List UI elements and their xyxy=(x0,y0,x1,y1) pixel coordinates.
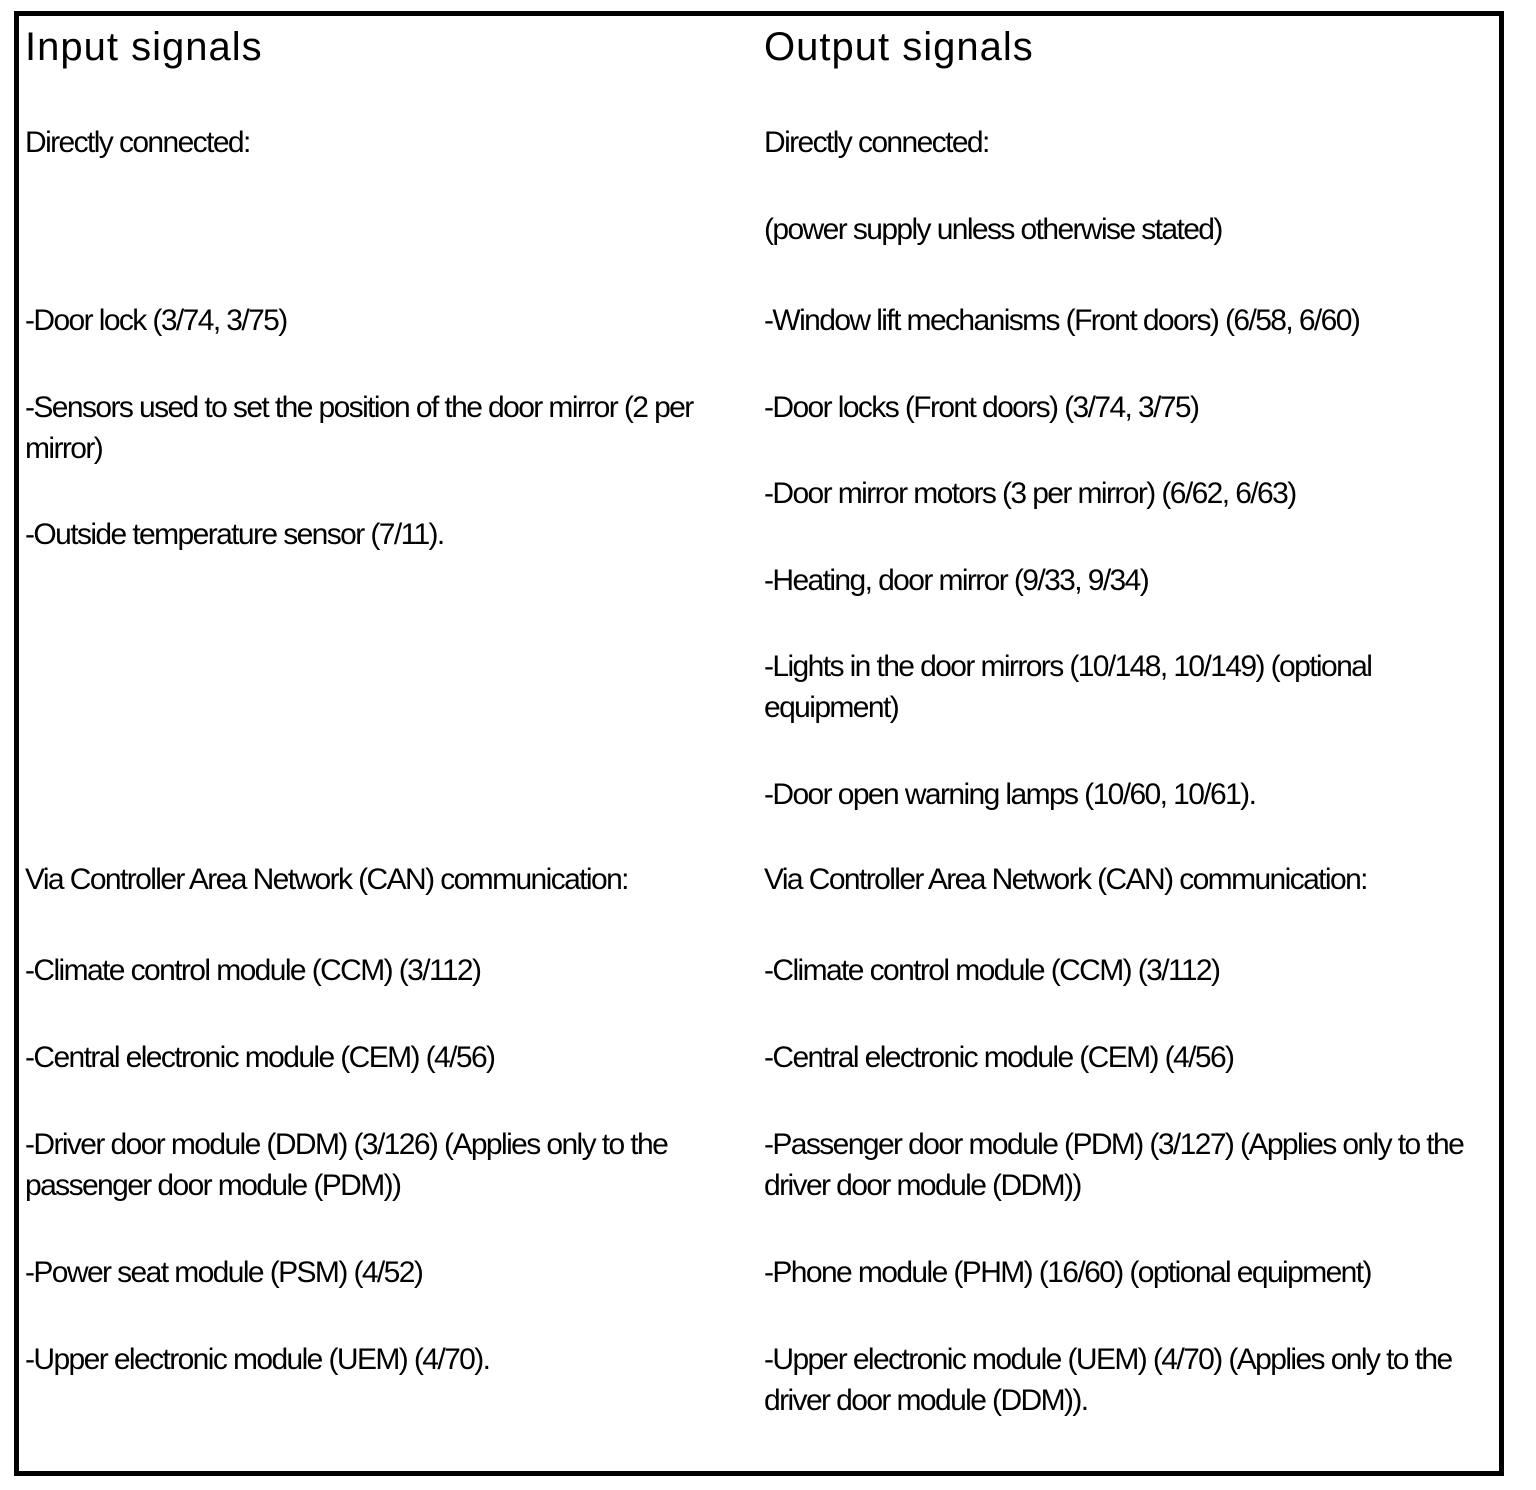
output-signals-title: Output signals xyxy=(764,25,1034,69)
output-can-item: -Phone module (PHM) (16/60) (optional equipment) xyxy=(764,1256,1371,1289)
output-can-item: -Central electronic module (CEM) (4/56) xyxy=(764,1041,1234,1074)
input-can-item: -Climate control module (CCM) (3/112) xyxy=(25,954,481,987)
output-direct-item: -Door locks (Front doors) (3/74, 3/75) xyxy=(764,391,1199,424)
input-can-item: -Central electronic module (CEM) (4/56) xyxy=(25,1041,495,1074)
output-can-item: -Climate control module (CCM) (3/112) xyxy=(764,954,1220,987)
output-direct-note: (power supply unless otherwise stated) xyxy=(764,213,1222,246)
input-direct-heading: Directly connected: xyxy=(25,126,250,159)
output-can-heading: Via Controller Area Network (CAN) communication: xyxy=(764,863,1367,896)
input-direct-item: -Door lock (3/74, 3/75) xyxy=(25,304,287,337)
signals-table xyxy=(14,11,1504,1476)
input-signals-title: Input signals xyxy=(25,25,263,69)
input-can-item: -Upper electronic module (UEM) (4/70). xyxy=(25,1343,490,1376)
output-can-item: -Upper electronic module (UEM) (4/70) (Applies only to the driver door module (DDM)). xyxy=(764,1343,1459,1417)
input-can-heading: Via Controller Area Network (CAN) communication: xyxy=(25,863,628,896)
input-can-item: -Driver door module (DDM) (3/126) (Applies only to the passenger door module (PDM)) xyxy=(25,1128,674,1202)
output-direct-item: -Window lift mechanisms (Front doors) (6/58, 6/60) xyxy=(764,304,1360,337)
output-direct-item: -Door mirror motors (3 per mirror) (6/62, 6/63) xyxy=(764,477,1296,510)
input-can-item: -Power seat module (PSM) (4/52) xyxy=(25,1256,423,1289)
output-direct-heading: Directly connected: xyxy=(764,126,989,159)
input-direct-item: -Sensors used to set the position of the door mirror (2 per mirror) xyxy=(25,391,700,465)
input-direct-item: -Outside temperature sensor (7/11). xyxy=(25,518,444,551)
output-direct-item: -Lights in the door mirrors (10/148, 10/149) (optional equipment) xyxy=(764,650,1379,724)
output-can-item: -Passenger door module (PDM) (3/127) (Applies only to the driver door module (DDM)) xyxy=(764,1128,1470,1202)
output-direct-item: -Door open warning lamps (10/60, 10/61). xyxy=(764,778,1256,811)
output-direct-item: -Heating, door mirror (9/33, 9/34) xyxy=(764,564,1149,597)
